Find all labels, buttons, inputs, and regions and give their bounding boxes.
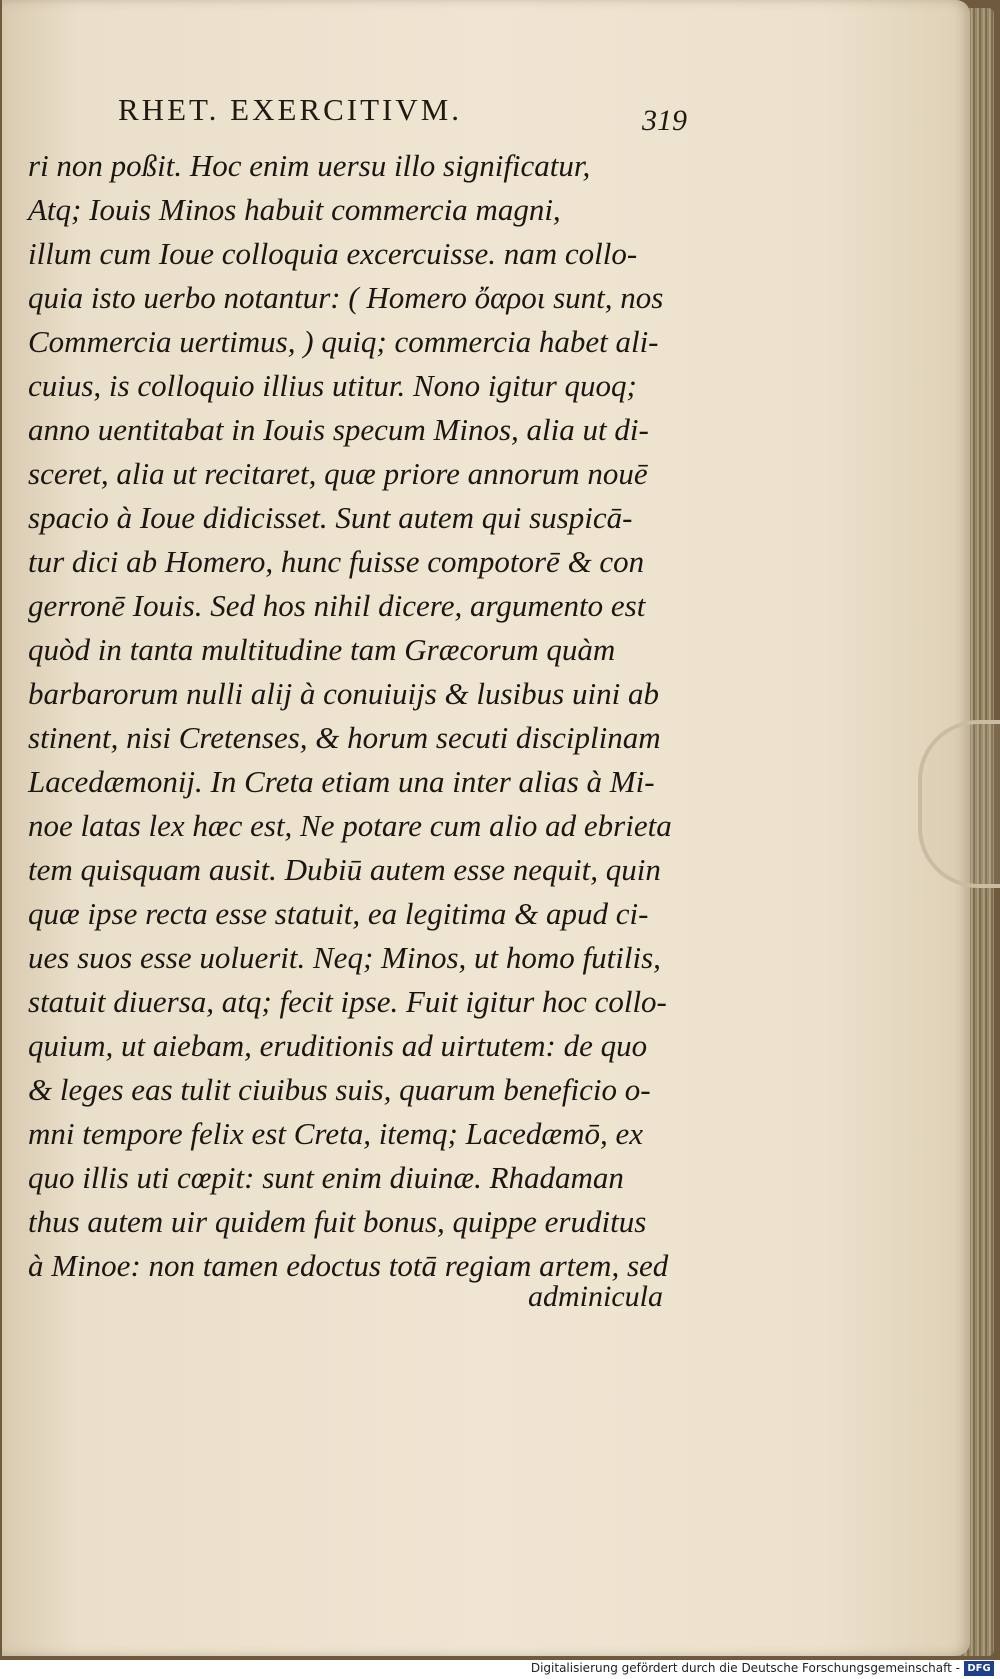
text-line: à Minoe: non tamen edoctus totā regiam artem, sed <box>28 1248 669 1283</box>
text-line: thus autem uir quidem fuit bonus, quippe eruditus <box>28 1204 647 1239</box>
text-line: ri non poßit. Hoc enim uersu illo significatur, <box>28 148 591 183</box>
text-line: sceret, alia ut recitaret, quæ priore annorum nouē <box>28 456 648 491</box>
text-line: Commercia uertimus, ) quiq; commercia habet ali- <box>28 324 659 359</box>
text-line: quo illis uti cœpit: sunt enim diuinæ. Rhadaman <box>28 1160 624 1195</box>
text-line: stinent, nisi Cretenses, & horum secuti disciplinam <box>28 720 661 755</box>
text-line: quæ ipse recta esse statuit, ea legitima & apud ci- <box>28 896 649 931</box>
text-line: gerronē Iouis. Sed hos nihil dicere, argumento est <box>28 588 646 623</box>
text-line: ues suos esse uoluerit. Neq; Minos, ut homo futilis, <box>28 940 661 975</box>
text-line: mni tempore felix est Creta, itemq; Lacedæmō, ex <box>28 1116 643 1151</box>
text-line: barbarorum nulli alij à conuiuijs & lusibus uini ab <box>28 676 659 711</box>
dfg-logo: DFG <box>964 1661 994 1676</box>
catchword: adminicula <box>528 1280 663 1313</box>
text-line: illum cum Ioue colloquia excercuisse. nam collo- <box>28 236 638 271</box>
text-line: statuit diuersa, atq; fecit ipse. Fuit igitur hoc collo- <box>28 984 667 1019</box>
text-line: Atq; Iouis Minos habuit commercia magni, <box>28 192 561 227</box>
text-line: quòd in tanta multitudine tam Græcorum quàm <box>28 632 616 667</box>
text-line: noe latas lex hæc est, Ne potare cum alio ad ebrieta <box>28 808 672 843</box>
text-line: & leges eas tulit ciuibus suis, quarum beneficio o- <box>28 1072 651 1107</box>
body-text <box>28 144 708 1288</box>
text-line: cuius, is colloquio illius utitur. Nono igitur quoq; <box>28 368 637 403</box>
text-line: tur dici ab Homero, hunc fuisse compotorē & con <box>28 544 645 579</box>
text-line: Lacedæmonij. In Creta etiam una inter alias à Mi- <box>28 764 655 799</box>
text-line: tem quisquam ausit. Dubiū autem esse nequit, quin <box>28 852 661 887</box>
text-line: anno uentitabat in Iouis specum Minos, alia ut di- <box>28 412 649 447</box>
folio-number: 319 <box>642 104 687 137</box>
page-clip <box>918 720 1000 888</box>
text-line: quium, ut aiebam, eruditionis ad uirtutem: de quo <box>28 1028 648 1063</box>
digitization-credit: Digitalisierung gefördert durch die Deutsche Forschungsgemeinschaft - <box>530 1661 960 1675</box>
text-line: spacio à Ioue didicisset. Sunt autem qui suspicā- <box>28 500 633 535</box>
running-head: RHET. EXERCITIVM. <box>118 92 463 127</box>
text-line: quia isto uerbo notantur: ( Homero ὄαροι sunt, nos <box>28 280 664 315</box>
